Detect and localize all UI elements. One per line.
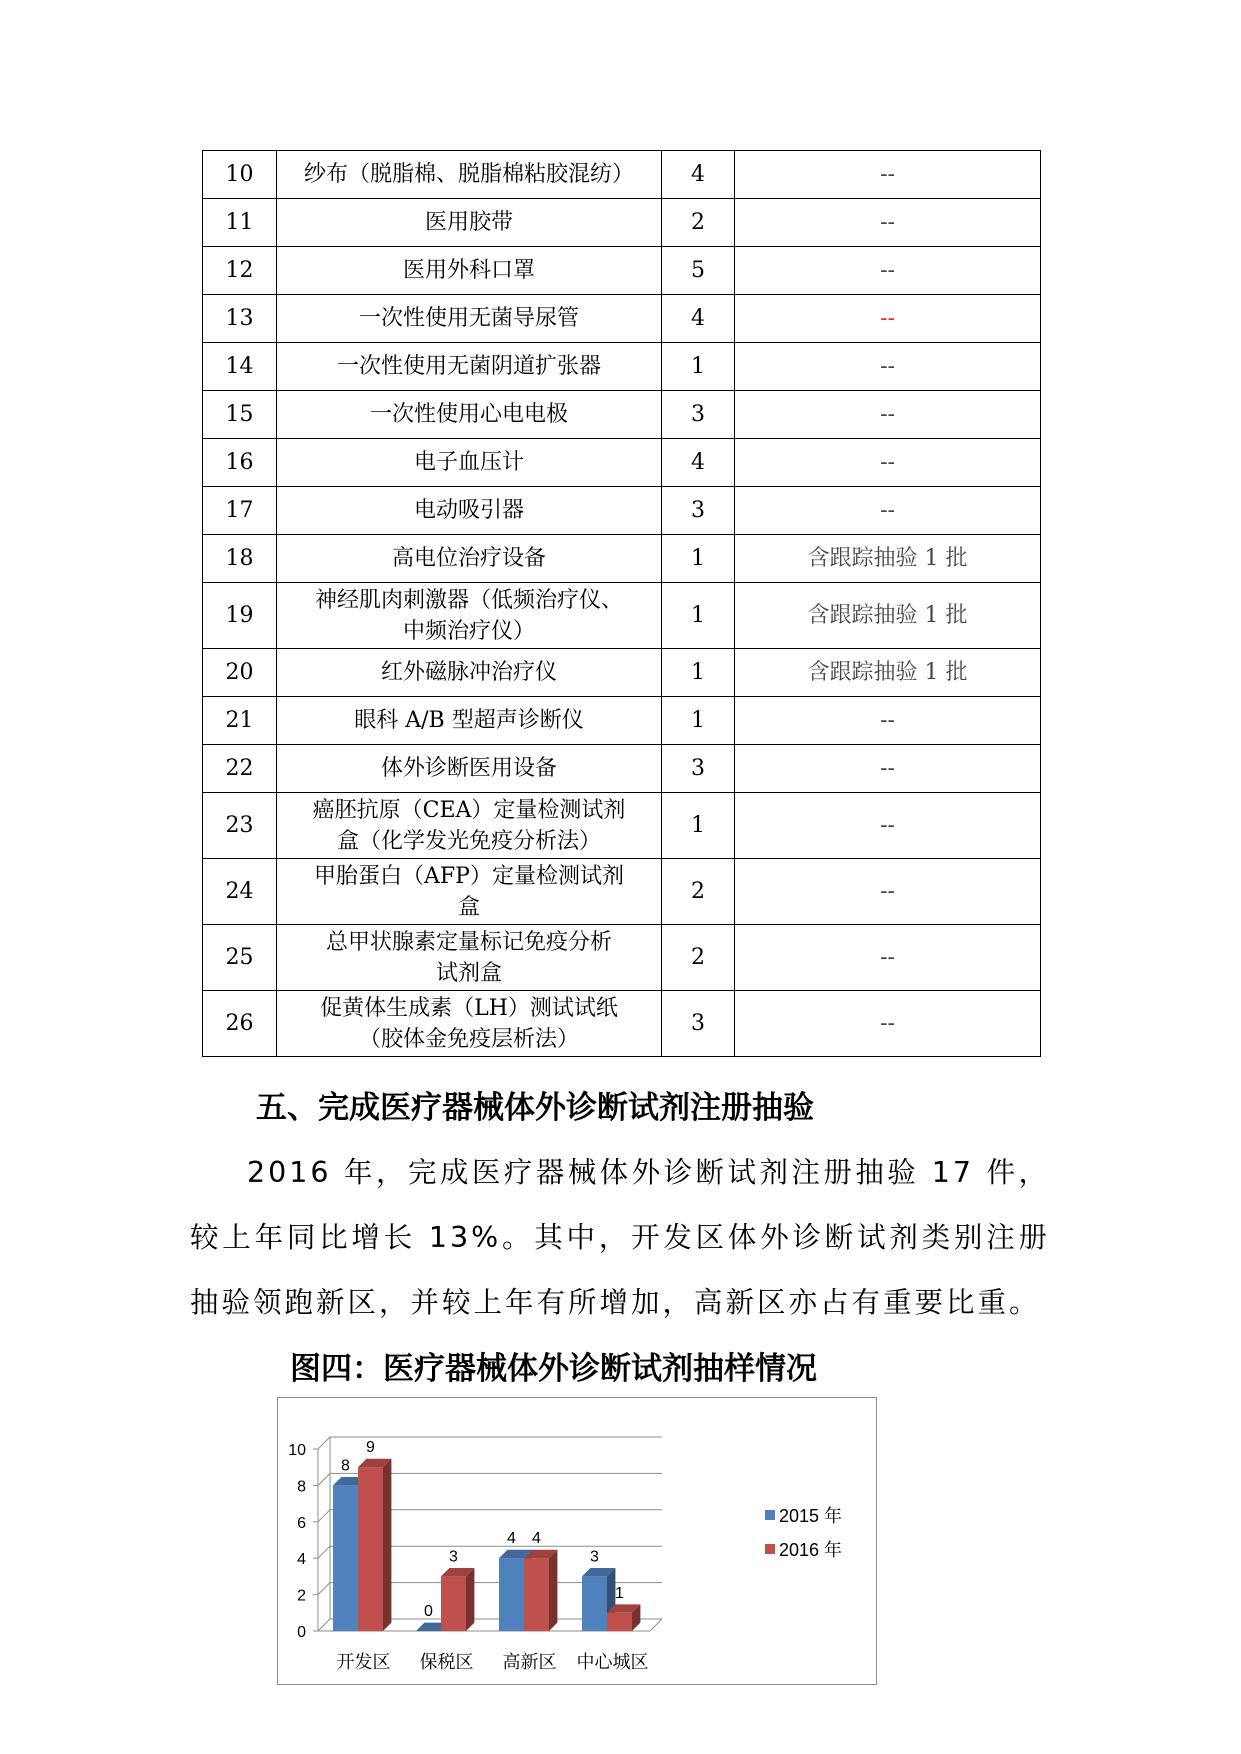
- data-label: 4: [532, 1530, 541, 1548]
- remark: --: [735, 247, 1041, 295]
- table-row: [203, 991, 1041, 1057]
- remark: --: [735, 391, 1041, 439]
- table-row: [203, 859, 1041, 925]
- product-name-line: 促黄体生成素（LH）测试试纸: [320, 995, 618, 1021]
- sample-count: 4: [662, 151, 735, 199]
- sampling-table: [202, 150, 1041, 1057]
- table-row: [203, 391, 1041, 439]
- row-number: 21: [203, 697, 277, 745]
- product-name-line: 纱布（脱脂棉、脱脂棉粘胶混纺）: [303, 162, 634, 187]
- row-number: 10: [203, 151, 277, 199]
- bar-chart-svg: [278, 1398, 878, 1686]
- section-heading: 五、完成医疗器械体外诊断试剂注册抽验: [256, 1090, 814, 1126]
- table-row: [203, 793, 1041, 859]
- product-name-line: 医用胶带: [424, 210, 513, 235]
- table-row: [203, 535, 1041, 583]
- y-tick-label: 8: [297, 1478, 306, 1496]
- bar-side: [549, 1550, 557, 1631]
- product-name-line: 眼科 A/B 型超声诊断仪: [354, 708, 584, 733]
- gridline-side: [318, 1583, 330, 1595]
- product-name: [277, 583, 662, 649]
- remark: --: [735, 925, 1041, 991]
- product-name-line: 一次性使用无菌导尿管: [358, 306, 579, 331]
- product-name-line: 医用外科口罩: [402, 258, 535, 283]
- product-name-line: 试剂盒: [435, 960, 502, 986]
- product-name-line: 一次性使用无菌阴道扩张器: [336, 354, 601, 379]
- product-name: [277, 649, 662, 697]
- y-tick-label: 10: [288, 1442, 306, 1459]
- product-name: [277, 697, 662, 745]
- product-name: [277, 991, 662, 1057]
- sample-count: 3: [662, 391, 735, 439]
- product-name: [277, 247, 662, 295]
- remark: --: [735, 793, 1041, 859]
- sample-count: 3: [662, 745, 735, 793]
- bar-chart: [277, 1397, 877, 1685]
- data-label: 8: [341, 1457, 350, 1475]
- bar: [333, 1485, 358, 1631]
- y-tick-label: 6: [297, 1514, 306, 1532]
- section-paragraph: 2016 年，完成医疗器械体外诊断试剂注册抽验 17 件，较上年同比增长 13%。其中，开发区体外诊断试剂类别注册抽验领跑新区，并较上年有所增加，高新区亦占有重要比重。: [190, 1156, 1050, 1319]
- sample-count: 3: [662, 487, 735, 535]
- bar: [524, 1558, 549, 1631]
- product-name-line: 电动吸引器: [413, 498, 524, 523]
- product-name: [277, 745, 662, 793]
- table-row: [203, 199, 1041, 247]
- product-name-line: 高电位治疗设备: [391, 546, 546, 571]
- product-name-line: 甲胎蛋白（AFP）定量检测试剂: [314, 863, 624, 889]
- bar: [441, 1576, 466, 1631]
- sample-count: 2: [662, 925, 735, 991]
- product-name-line: 中频治疗仪）: [402, 618, 535, 644]
- product-name: [277, 343, 662, 391]
- x-tick-label: 高新区: [502, 1652, 557, 1673]
- sample-count: 3: [662, 991, 735, 1057]
- product-name-line: 盒: [457, 894, 480, 920]
- gridline-side: [318, 1546, 330, 1558]
- data-label: 0: [424, 1603, 433, 1620]
- product-name-line: 红外磁脉冲治疗仪: [380, 660, 557, 685]
- product-name-line: 体外诊断医用设备: [380, 756, 557, 781]
- row-number: 14: [203, 343, 277, 391]
- table-row: [203, 247, 1041, 295]
- product-name: [277, 859, 662, 925]
- remark: --: [735, 151, 1041, 199]
- legend-label: 2016 年: [779, 1540, 843, 1560]
- product-name: [277, 295, 662, 343]
- remark: --: [735, 487, 1041, 535]
- remark: --: [735, 343, 1041, 391]
- row-number: 20: [203, 649, 277, 697]
- sample-count: 5: [662, 247, 735, 295]
- row-number: 23: [203, 793, 277, 859]
- row-number: 25: [203, 925, 277, 991]
- sample-count: 1: [662, 535, 735, 583]
- legend-swatch: [765, 1544, 775, 1554]
- table-row: [203, 439, 1041, 487]
- table-row: [203, 649, 1041, 697]
- sample-count: 1: [662, 583, 735, 649]
- bar: [499, 1558, 524, 1631]
- product-name-line: 盒（化学发光免疫分析法）: [336, 828, 601, 854]
- row-number: 24: [203, 859, 277, 925]
- bar: [607, 1613, 632, 1631]
- product-name-line: （胶体金免疫层析法）: [358, 1026, 579, 1052]
- product-name: [277, 151, 662, 199]
- x-tick-label: 开发区: [336, 1652, 391, 1673]
- table-row: [203, 697, 1041, 745]
- product-name-line: 电子血压计: [413, 450, 524, 475]
- row-number: 13: [203, 295, 277, 343]
- data-label: 1: [615, 1584, 624, 1602]
- table-row: [203, 583, 1041, 649]
- row-number: 19: [203, 583, 277, 649]
- data-label: 4: [507, 1530, 516, 1548]
- gridline-side: [318, 1619, 330, 1631]
- row-number: 12: [203, 247, 277, 295]
- product-name: [277, 535, 662, 583]
- sample-count: 1: [662, 793, 735, 859]
- data-label: 3: [590, 1548, 599, 1566]
- product-name: [277, 199, 662, 247]
- sample-count: 2: [662, 199, 735, 247]
- sample-count: 1: [662, 649, 735, 697]
- product-name: [277, 487, 662, 535]
- data-label: 9: [366, 1439, 375, 1457]
- sample-count: 4: [662, 439, 735, 487]
- product-name: [277, 793, 662, 859]
- remark: --: [735, 859, 1041, 925]
- data-label: 3: [449, 1548, 458, 1566]
- remark: --: [735, 295, 1041, 343]
- sample-count: 1: [662, 697, 735, 745]
- row-number: 17: [203, 487, 277, 535]
- remark: --: [735, 745, 1041, 793]
- table-row: [203, 925, 1041, 991]
- bar: [582, 1576, 607, 1631]
- row-number: 11: [203, 199, 277, 247]
- sample-count: 4: [662, 295, 735, 343]
- x-tick-label: 中心城区: [576, 1652, 649, 1673]
- product-name: [277, 391, 662, 439]
- bar-side: [466, 1568, 474, 1631]
- legend-swatch: [765, 1510, 775, 1520]
- table-row: [203, 295, 1041, 343]
- remark: --: [735, 439, 1041, 487]
- remark: --: [735, 697, 1041, 745]
- product-name-line: 总甲状腺素定量标记免疫分析: [325, 929, 612, 955]
- sample-count: 2: [662, 859, 735, 925]
- gridline-side: [318, 1510, 330, 1522]
- row-number: 18: [203, 535, 277, 583]
- table-row: [203, 487, 1041, 535]
- remark: 含跟踪抽验 1 批: [735, 535, 1041, 583]
- row-number: 22: [203, 745, 277, 793]
- y-tick-label: 2: [297, 1587, 306, 1605]
- row-number: 26: [203, 991, 277, 1057]
- table-row: [203, 151, 1041, 199]
- product-name: [277, 439, 662, 487]
- figure-title: 图四：医疗器械体外诊断试剂抽样情况: [290, 1351, 817, 1387]
- remark: --: [735, 199, 1041, 247]
- product-name-line: 一次性使用心电电极: [369, 402, 568, 427]
- sample-count: 1: [662, 343, 735, 391]
- gridline-side: [318, 1473, 330, 1485]
- row-number: 16: [203, 439, 277, 487]
- table-row: [203, 343, 1041, 391]
- x-axis-depth: [650, 1619, 662, 1631]
- row-number: 15: [203, 391, 277, 439]
- product-name: [277, 925, 662, 991]
- y-tick-label: 4: [297, 1551, 306, 1569]
- remark: --: [735, 991, 1041, 1057]
- bar-side: [383, 1459, 391, 1631]
- table-row: [203, 745, 1041, 793]
- product-name-line: 神经肌肉刺激器（低频治疗仪、: [314, 587, 623, 613]
- x-tick-label: 保税区: [419, 1652, 474, 1673]
- product-name-line: 癌胚抗原（CEA）定量检测试剂: [312, 797, 626, 823]
- remark: 含跟踪抽验 1 批: [735, 649, 1041, 697]
- gridline-side: [318, 1437, 330, 1449]
- bar: [358, 1467, 383, 1631]
- remark: 含跟踪抽验 1 批: [735, 583, 1041, 649]
- legend-label: 2015 年: [779, 1506, 843, 1526]
- y-tick-label: 0: [297, 1624, 306, 1641]
